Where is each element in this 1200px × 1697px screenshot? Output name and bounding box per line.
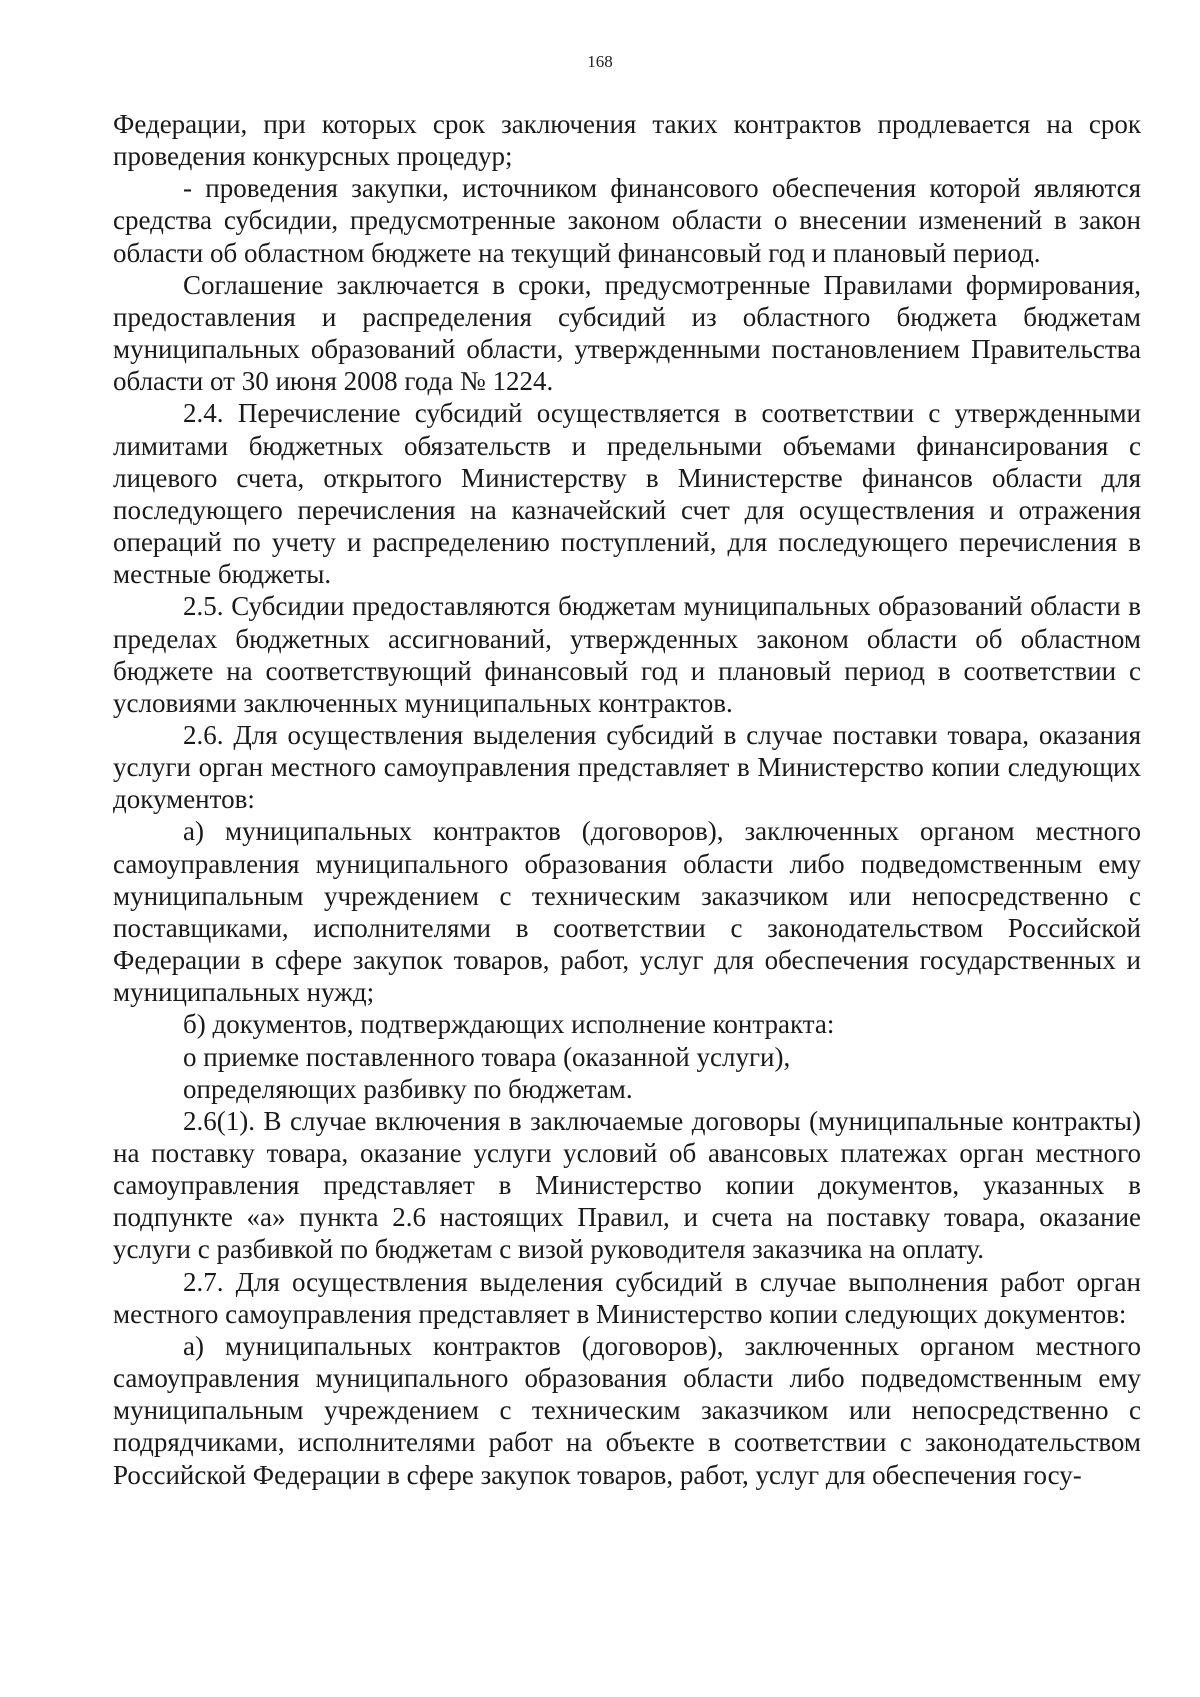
- paragraph: 2.4. Перечисление субсидий осуществляется в соответствии с утвержденными лимитами бюджетных обязательств и предельными объемами финансирования с лицевого счета, открытого Министерству в Министерстве финансов области для последующего перечисления на казначейский счет для осуществления и отражения операций по учету и распределению поступлений, для последующего перечисления в местные бюджеты.: [113, 398, 1141, 590]
- paragraph: б) документов, подтверждающих исполнение контракта:: [183, 1009, 835, 1040]
- paragraph: о приемке поставленного товара (оказанной услуги),: [183, 1041, 791, 1072]
- paragraph: а) муниципальных контрактов (договоров), заключенных органом местного самоуправления муниципального образования области либо подведомственным ему муниципальным учреждением с техническим заказчиком или непосредственно с подрядчиками, исполнителями работ на объекте в соответствии с законодательством Российской Федерации в сфере закупок товаров, работ, услуг для обеспечения госу-: [113, 1330, 1141, 1490]
- paragraph: 2.6(1). В случае включения в заключаемые договоры (муниципальные контракты) на поставку товара, оказание услуги условий об авансовых платежах орган местного самоуправления представляет в Министерство копии документов, указанных в подпункте «а» пункта 2.6 настоящих Правил, и счета на поставку товара, оказание услуги с разбивкой по бюджетам с визой руководителя заказчика на оплату.: [113, 1105, 1141, 1265]
- page-number: 168: [587, 52, 613, 71]
- paragraph: Федерации, при которых срок заключения таких контрактов продлевается на срок проведения конкурсных процедур;: [113, 109, 1141, 172]
- document-body: [113, 108, 1141, 1491]
- paragraph: Соглашение заключается в сроки, предусмотренные Правилами формирования, предоставления и распределения субсидий из областного бюджета бюджетам муниципальных образований области, утвержденными постановлением Правительства области от 30 июня 2008 года № 1224.: [113, 269, 1141, 397]
- paragraph: 2.7. Для осуществления выделения субсидий в случае выполнения работ орган местного самоуправления представляет в Министерство копии следующих документов:: [113, 1266, 1141, 1329]
- paragraph: а) муниципальных контрактов (договоров), заключенных органом местного самоуправления муниципального образования области либо подведомственным ему муниципальным учреждением с техническим заказчиком или непосредственно с поставщиками, исполнителями в соответствии с законодательством Российской Федерации в сфере закупок товаров, работ, услуг для обеспечения государственных и муниципальных нужд;: [113, 816, 1141, 1008]
- paragraph: 2.5. Субсидии предоставляются бюджетам муниципальных образований области в пределах бюджетных ассигнований, утвержденных законом области об областном бюджете на соответствующий финансовый год и плановый период в соответствии с условиями заключенных муниципальных контрактов.: [113, 591, 1141, 718]
- paragraph: 2.6. Для осуществления выделения субсидий в случае поставки товара, оказания услуги орган местного самоуправления представляет в Министерство копии следующих документов:: [113, 719, 1141, 815]
- paragraph: - проведения закупки, источником финансового обеспечения которой являются средства субсидии, предусмотренные законом области о внесении изменений в закон области об областном бюджете на текущий финансовый год и плановый период.: [113, 173, 1141, 268]
- paragraph: определяющих разбивку по бюджетам.: [183, 1073, 633, 1104]
